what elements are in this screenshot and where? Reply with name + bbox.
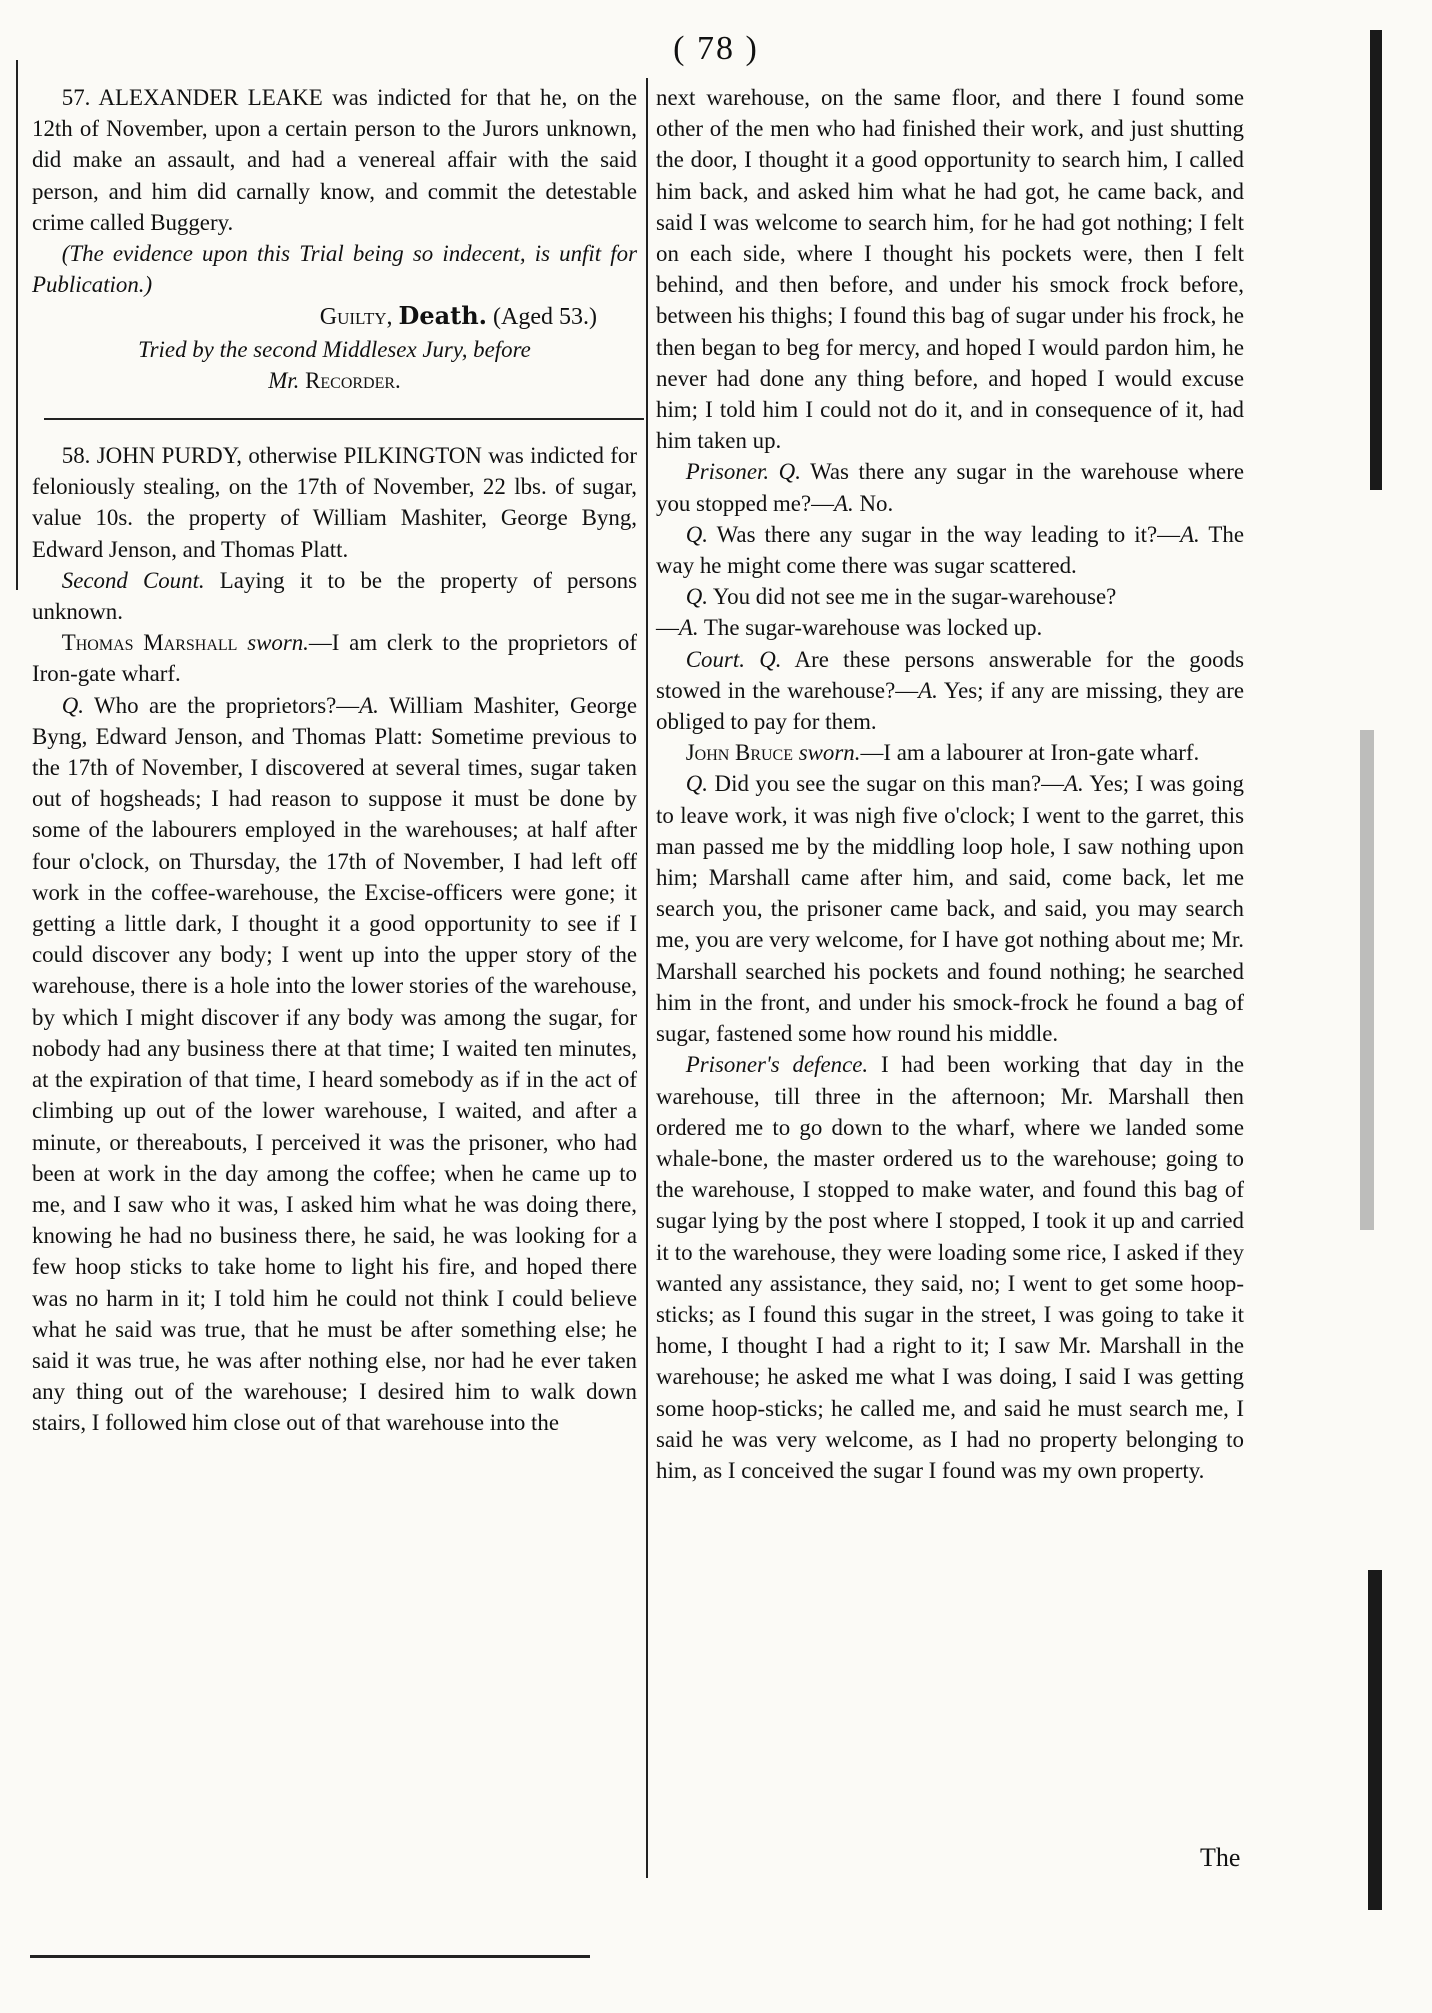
marshall-testimony-continued: next warehouse, on the same floor, and there I found some other of the men who had finished their work, and just shutting the door, I thought it a good opportunity to search him, I called him back, and asked him what he had got, he came back, and said I was welcome to search him, for he had got nothing; I felt on each side, where I thought his pockets were, then I felt behind, and then before, and under his smock frock before, between his thighs; I found this bag of sugar under his frock, he then began to beg for mercy, and hoped I would pardon him, he never had done any thing before, and hoped I would excuse him; I told him I could not do it, and in consequence of it, had him taken up. xyxy=(656,85,1244,454)
case-57-indictment: 57. ALEXANDER LEAKE was indicted for that he, on the 12th of November, upon a certain person to the Jurors unknown, did make an assault, and had a venereal affair with the said person, and him did carnally know, and commit the detestable crime called Buggery. xyxy=(32,85,637,235)
right-column xyxy=(656,82,1244,1486)
bruce-testimony: Q. Did you see the sugar on this man?—A. Yes; I was going to leave work, it was nigh five o'clock; I went to the garret, this man passed me by the middling loop hole, I saw nothing upon him; Marshall came after him, and said, come back, let me search you, the prisoner came back, and said, you may search me, you are very welcome, for I have got nothing about me; Mr. Marshall searched his pockets and found nothing; he searched him in the front, and under his smock-frock he found a bag of sugar, fastened some how round his middle. xyxy=(656,771,1244,1047)
left-column xyxy=(32,82,637,1439)
prisoner-defence: Prisoner's defence. I had been working that day in the warehouse, till three in the afternoon; Mr. Marshall then ordered me to go down to the wharf, where we landed some whale-bone, the master ordered us to the warehouse; going to the warehouse, I stopped to make water, and found this bag of sugar lying by the post where I stopped, I took it up and carried it to the warehouse, they were loading some rice, I asked if they wanted any assistance, they said, no; I went to get some hoop-sticks; as I found this sugar in the street, I was going to take it home, I thought I had a right to it; I saw Mr. Marshall in the warehouse; he asked me what I was doing, I said I was getting some hoop-sticks; he called me, and said he must search me, I said he was very welcome, as I had no property belonging to him, as I conceived the sugar I found was my own property. xyxy=(656,1052,1244,1483)
case-58-indictment: 58. JOHN PURDY, otherwise PILKINGTON was indicted for feloniously stealing, on the 17th of November, 22 lbs. of sugar, value 10s. the property of William Mashiter, George Byng, Edward Jenson, and Thomas Platt. xyxy=(32,443,637,562)
column-divider xyxy=(646,78,648,1878)
left-margin-rule xyxy=(16,60,18,590)
witness-marshall: Thomas Marshall sworn.—I am clerk to the proprietors of Iron-gate wharf. xyxy=(32,630,637,687)
case-57-defendant: ALEXANDER LEAKE xyxy=(98,85,323,110)
court-question: Court. Q. Are these persons answerable for the goods stowed in the warehouse?—A. Yes; if any are missing, they are obliged to pay for them. xyxy=(656,646,1244,735)
case-58-defendant: JOHN PURDY, otherwise PILKINGTON xyxy=(96,443,482,469)
prisoner-question-2: Q. Was there any sugar in the way leading to it?—A. The way he might come there was sugar scattered. xyxy=(656,521,1244,579)
prisoner-question-3: Q. You did not see me in the sugar-warehouse? —A. The sugar-warehouse was locked up. xyxy=(656,584,1117,641)
catchword: The xyxy=(1200,1843,1241,1872)
case-58-second-count: Second Count. Laying it to be the property of persons unknown. xyxy=(32,567,637,625)
bottom-rule xyxy=(30,1955,590,1958)
case-57-verdict: Guilty, Death. (Aged 53.) xyxy=(319,301,597,331)
marshall-testimony: Q. Who are the proprietors?—A. William Mashiter, George Byng, Edward Jenson, and Thomas Platt: Sometime previous to the 17th of November, I discovered at several times, sugar taken out of hogsheads; I had reason to suppose it must be done by some of the labourers employed in the warehouses; at half after four o'clock, on Thursday, the 17th of November, I had left off work in the coffee-warehouse, the Excise-officers were gone; it getting a little dark, I thought it a good opportunity to see if I could discover any body; I went up into the upper story of the warehouse, there is a hole into the lower stories of the warehouse, by which I might discover if any body was among the sugar, for nobody had any business there at that time; I waited ten minutes, at the expiration of that time, I heard somebody as if in the act of climbing up out of the lower warehouse, I waited, and after a minute, or thereabouts, I perceived it was the prisoner, who had been at work in the day among the coffee; when he came up to me, and I saw who it was, I asked him what he was doing there, knowing he had no business there, he said, he was looking for a few hoop sticks to take home to light his fire, and hoped there was no harm in it; I told him he could not think I could believe what he said was true, that he must be after something else; he said it was true, he was after nothing else, nor had he ever taken any thing out of the warehouse; I desired him to walk down stairs, I followed him close out of that warehouse into the xyxy=(32,692,637,1436)
prisoner-question-1: Prisoner. Q. Was there any sugar in the warehouse where you stopped me?—A. No. xyxy=(656,459,1244,516)
page-edge-strip xyxy=(1348,30,1384,1910)
witness-bruce: John Bruce sworn.—I am a labourer at Iron-gate wharf. xyxy=(685,740,1200,766)
section-divider xyxy=(44,418,644,420)
page-number: ( 78 ) xyxy=(673,30,759,67)
case-57-tried-by: Tried by the second Middlesex Jury, before Mr. Recorder. xyxy=(138,336,531,393)
case-57-note: (The evidence upon this Trial being so indecent, is unfit for Publication.) xyxy=(32,241,637,298)
